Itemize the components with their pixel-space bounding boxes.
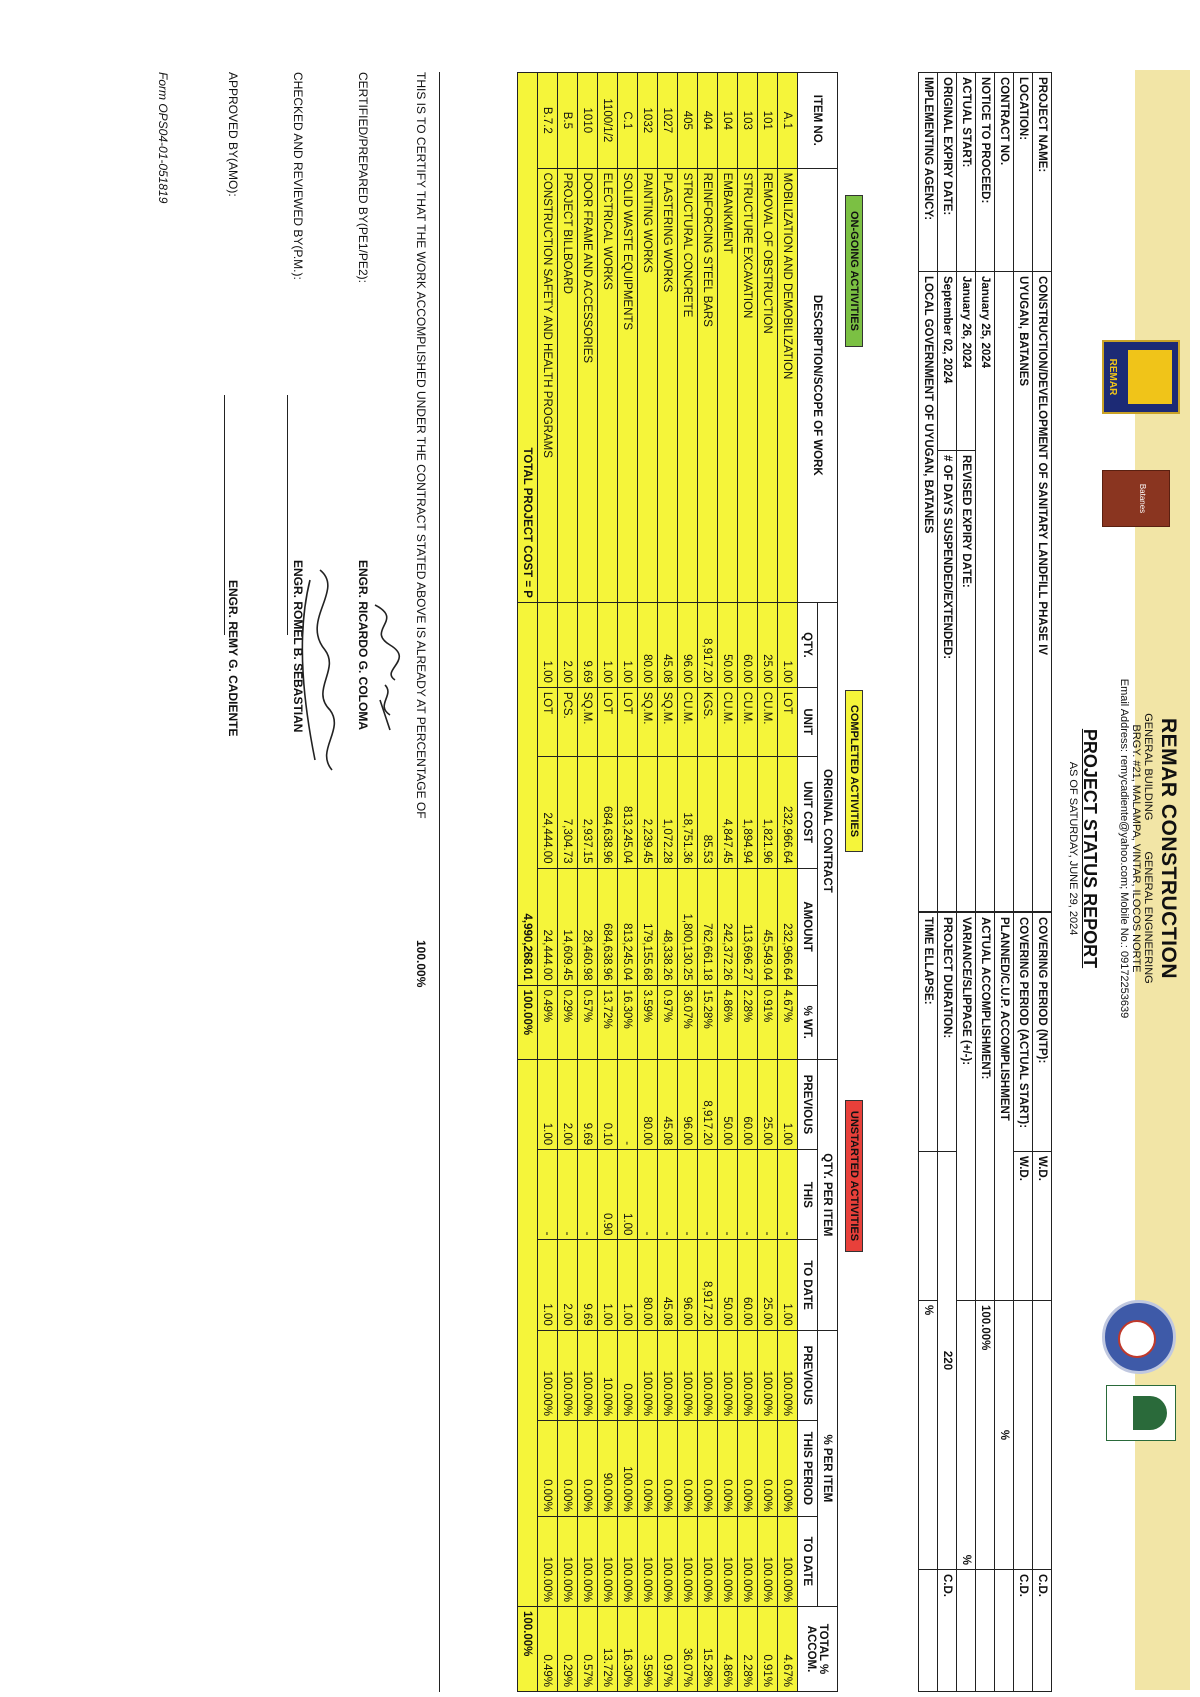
cell-q-prev: 9.69 [578, 1059, 598, 1149]
cell-item: 1032 [638, 73, 658, 169]
cell-p-prev: 100.00% [658, 1330, 678, 1420]
cell-q-todate: 96.00 [678, 1240, 698, 1330]
cell-p-this: 0.00% [778, 1421, 798, 1517]
cell-item: 103 [738, 73, 758, 169]
cell-p-this: 90.00% [598, 1421, 618, 1517]
cell-q-prev: 8,917.20 [698, 1059, 718, 1149]
approved-by-name: ENGR. REMY G. CADIENTE [226, 580, 240, 737]
cell-qty: 80.00 [638, 602, 658, 687]
company-line-building: GENERAL BUILDING [1142, 713, 1154, 821]
cell-q-this: - [538, 1150, 558, 1240]
cell-p-this: 0.00% [538, 1421, 558, 1517]
cell-desc: REMOVAL OF OBSTRUCTION [758, 168, 778, 602]
cell-amount: 179,155.68 [638, 868, 658, 985]
cell-total: 36.07% [678, 1607, 698, 1692]
cell-unit: LOT [618, 687, 638, 756]
cell-p-todate: 100.00% [698, 1516, 718, 1606]
cell-p-this: 0.00% [638, 1421, 658, 1517]
cell-total: 0.49% [538, 1607, 558, 1692]
company-header [1118, 0, 1180, 1697]
cell-q-prev: 0.10 [598, 1059, 618, 1149]
cell-wt: 4.67% [778, 985, 798, 1059]
company-line-engineering: GENERAL ENGINEERING [1142, 851, 1154, 984]
cell-total: 0.97% [658, 1607, 678, 1692]
cell-p-this: 0.00% [698, 1421, 718, 1517]
cell-total: 3.59% [638, 1607, 658, 1692]
cell-wt: 0.97% [658, 985, 678, 1059]
cell-amount: 1,800,130.25 [678, 868, 698, 985]
cell-unit-cost: 813,245.04 [618, 756, 638, 868]
cell-item: 101 [758, 73, 778, 169]
certification-text: THIS IS TO CERTIFY THAT THE WORK ACCOMPLISHED UNDER THE CONTRACT STATED ABOVE IS ALREADY AT PERCENTAGE OF [414, 72, 428, 819]
cell-amount: 684,638.96 [598, 868, 618, 985]
cell-p-prev: 0.00% [618, 1330, 638, 1420]
cell-amount: 45,549.04 [758, 868, 778, 985]
cell-p-todate: 100.00% [778, 1516, 798, 1606]
cell-unit-cost: 24,444.00 [538, 756, 558, 868]
cell-wt: 0.29% [558, 985, 578, 1059]
implementing-agency: LOCAL GOVERNMENT OF UYUGAN, BATANES [919, 272, 938, 912]
cell-desc: EMBANKMENT [718, 168, 738, 602]
cell-qty: 2.00 [558, 602, 578, 687]
cell-desc: DOOR FRAME AND ACCESSORIES [578, 168, 598, 602]
cell-p-this: 0.00% [758, 1421, 778, 1517]
cell-p-todate: 100.00% [658, 1516, 678, 1606]
company-name: REMAR CONSTRUCTION [1157, 718, 1180, 979]
table-row [738, 73, 758, 1692]
cell-item: 1100/1/2 [598, 73, 618, 169]
cell-unit-cost: 684,638.96 [598, 756, 618, 868]
cell-p-todate: 100.00% [738, 1516, 758, 1606]
cell-desc: CONSTRUCTION SAFETY AND HEALTH PROGRAMS [538, 168, 558, 602]
cell-item: 404 [698, 73, 718, 169]
notice-to-proceed: January 25, 2024 [976, 272, 995, 912]
cell-total: 16.30% [618, 1607, 638, 1692]
cell-total: 13.72% [598, 1607, 618, 1692]
cell-wt: 16.30% [618, 985, 638, 1059]
cell-unit: LOT [538, 687, 558, 756]
cell-unit: LOT [778, 687, 798, 756]
cell-q-prev: 50.00 [718, 1059, 738, 1149]
cell-qty: 1.00 [598, 602, 618, 687]
report-date: AS OF SATURDAY, JUNE 29, 2024 [1067, 761, 1079, 936]
cell-q-prev: 1.00 [538, 1059, 558, 1149]
cell-wt: 0.49% [538, 985, 558, 1059]
cell-p-todate: 100.00% [558, 1516, 578, 1606]
cell-item: 405 [678, 73, 698, 169]
schedule-info-table: COVERING PERIOD (NTP): W.D. C.D. COVERING PERIOD (ACTUAL START): W.D. C.D. PLANNED/C.U.P. ACCOMPLISHMENT % ACTUAL ACCOMPLISHMENT: 100.00% VARIANCE/SLIPPAGE (+/-): % PROJECT DURATION: 220 C.D. TIME ELLAPSE: % [918, 912, 1052, 1692]
cell-qty: 45.08 [658, 602, 678, 687]
cell-q-prev: 45.08 [658, 1059, 678, 1149]
signature-sebastian [295, 560, 350, 780]
checked-by-label: CHECKED AND REVIEWED BY(P.M.): [291, 72, 305, 280]
total-weight: 100.00% [518, 985, 538, 1059]
cell-unit: SQ.M. [658, 687, 678, 756]
cell-q-prev: 80.00 [638, 1059, 658, 1149]
cell-desc: STRUCTURAL CONCRETE [678, 168, 698, 602]
cell-amount: 113,696.27 [738, 868, 758, 985]
table-row [758, 73, 778, 1692]
cell-p-prev: 100.00% [738, 1330, 758, 1420]
cell-item: 104 [718, 73, 738, 169]
cell-item: 1010 [578, 73, 598, 169]
cell-unit: KGS. [698, 687, 718, 756]
cell-unit-cost: 85.53 [698, 756, 718, 868]
cell-item: B.5 [558, 73, 578, 169]
cell-q-todate: 80.00 [638, 1240, 658, 1330]
table-row [598, 73, 618, 1692]
cell-amount: 28,460.98 [578, 868, 598, 985]
cell-p-prev: 100.00% [678, 1330, 698, 1420]
cell-desc: MOBILIZATION AND DEMOBILIZATION [778, 168, 798, 602]
cell-wt: 36.07% [678, 985, 698, 1059]
table-row [618, 73, 638, 1692]
cell-item: 1027 [658, 73, 678, 169]
legend-unstarted: UNSTARTED ACTIVITIES [845, 1100, 863, 1252]
cell-item: C.1 [618, 73, 638, 169]
cell-total: 4.67% [778, 1607, 798, 1692]
total-accomplishment: 100.00% [518, 1607, 538, 1692]
cell-wt: 15.28% [698, 985, 718, 1059]
contract-no [995, 272, 1014, 912]
cell-unit-cost: 4,847.45 [718, 756, 738, 868]
cell-item: A.1 [778, 73, 798, 169]
cell-p-this: 0.00% [738, 1421, 758, 1517]
cell-q-todate: 1.00 [598, 1240, 618, 1330]
table-row [698, 73, 718, 1692]
cell-p-this: 0.00% [718, 1421, 738, 1517]
cell-q-this: 1.00 [618, 1150, 638, 1240]
original-expiry: September 02, 2024 [938, 272, 957, 451]
cell-amount: 242,372.26 [718, 868, 738, 985]
company-contact: Email Address: remycadiente@yahoo.com; Mobile No.: 09172253639 [1118, 678, 1130, 1019]
cell-p-prev: 10.00% [598, 1330, 618, 1420]
cell-item: B.7.2 [538, 73, 558, 169]
cell-qty: 1.00 [538, 602, 558, 687]
cell-amount: 48,338.26 [658, 868, 678, 985]
project-duration: 220 [938, 1152, 957, 1570]
cell-desc: SOLID WASTE EQUIPMENTS [618, 168, 638, 602]
cell-q-todate: 9.69 [578, 1240, 598, 1330]
cell-qty: 1.00 [618, 602, 638, 687]
cell-unit-cost: 232,966.64 [778, 756, 798, 868]
cell-qty: 9.69 [578, 602, 598, 687]
cell-p-this: 0.00% [678, 1421, 698, 1517]
cell-p-todate: 100.00% [598, 1516, 618, 1606]
cell-desc: PAINTING WORKS [638, 168, 658, 602]
table-row [638, 73, 658, 1692]
cell-p-this: 0.00% [658, 1421, 678, 1517]
cell-unit: CU.M. [678, 687, 698, 756]
cell-p-todate: 100.00% [538, 1516, 558, 1606]
cell-wt: 2.28% [738, 985, 758, 1059]
approved-by-line [224, 395, 225, 635]
project-name: CONSTRUCTION/DEVELOPMENT OF SANITARY LANDFILL PHASE IV [1033, 272, 1052, 912]
cell-unit-cost: 1,072.28 [658, 756, 678, 868]
table-row [678, 73, 698, 1692]
cell-amount: 762,661.18 [698, 868, 718, 985]
cell-wt: 0.57% [578, 985, 598, 1059]
cell-p-todate: 100.00% [718, 1516, 738, 1606]
cell-amount: 232,966.64 [778, 868, 798, 985]
table-row [658, 73, 678, 1692]
cell-unit-cost: 7,304.73 [558, 756, 578, 868]
cell-unit: SQ.M. [638, 687, 658, 756]
cell-q-prev: 60.00 [738, 1059, 758, 1149]
actual-accomplishment: 100.00% [976, 1301, 995, 1570]
cell-qty: 1.00 [778, 602, 798, 687]
cell-unit-cost: 1,894.94 [738, 756, 758, 868]
cell-unit: SQ.M. [578, 687, 598, 756]
prepared-by-label: CERTIFIED/PREPARED BY(PE1/PE2): [356, 72, 370, 283]
cell-q-this: - [658, 1150, 678, 1240]
cell-q-todate: 1.00 [778, 1240, 798, 1330]
cell-total: 4.86% [718, 1607, 738, 1692]
cell-q-this: 0.90 [598, 1150, 618, 1240]
report-title-block [1067, 0, 1100, 1697]
cell-p-prev: 100.00% [558, 1330, 578, 1420]
cell-q-todate: 1.00 [538, 1240, 558, 1330]
cell-q-todate: 2.00 [558, 1240, 578, 1330]
cell-q-this: - [638, 1150, 658, 1240]
cell-qty: 50.00 [718, 602, 738, 687]
cell-q-todate: 45.08 [658, 1240, 678, 1330]
ukas-badge-icon [1106, 1385, 1176, 1441]
cell-p-prev: 100.00% [538, 1330, 558, 1420]
cell-p-todate: 100.00% [678, 1516, 698, 1606]
cell-q-todate: 60.00 [738, 1240, 758, 1330]
cell-desc: ELECTRICAL WORKS [598, 168, 618, 602]
cell-q-this: - [678, 1150, 698, 1240]
cell-desc: PROJECT BILLBOARD [558, 168, 578, 602]
cell-p-prev: 100.00% [718, 1330, 738, 1420]
cell-q-this: - [558, 1150, 578, 1240]
cell-q-prev: 96.00 [678, 1059, 698, 1149]
cell-p-this: 100.00% [618, 1421, 638, 1517]
cell-desc: STRUCTURE EXCAVATION [738, 168, 758, 602]
cell-qty: 25.00 [758, 602, 778, 687]
cell-q-todate: 25.00 [758, 1240, 778, 1330]
cell-unit-cost: 18,751.36 [678, 756, 698, 868]
cell-wt: 4.86% [718, 985, 738, 1059]
table-row [538, 73, 558, 1692]
actual-start: January 26, 2024 [957, 272, 976, 451]
form-number: Form OPS04-01-051819 [156, 72, 170, 204]
cell-total: 0.29% [558, 1607, 578, 1692]
cell-unit: LOT [598, 687, 618, 756]
cell-q-todate: 8,917.20 [698, 1240, 718, 1330]
cell-unit: PCS. [558, 687, 578, 756]
cell-unit-cost: 1,821.96 [758, 756, 778, 868]
cell-p-todate: 100.00% [618, 1516, 638, 1606]
cell-amount: 14,609.45 [558, 868, 578, 985]
cell-qty: 60.00 [738, 602, 758, 687]
cell-p-prev: 100.00% [578, 1330, 598, 1420]
table-row [778, 73, 798, 1692]
table-row [718, 73, 738, 1692]
cell-q-prev: 1.00 [778, 1059, 798, 1149]
legend-completed: COMPLETED ACTIVITIES [845, 690, 863, 852]
cell-q-this: - [738, 1150, 758, 1240]
cell-p-this: 0.00% [578, 1421, 598, 1517]
cell-p-todate: 100.00% [638, 1516, 658, 1606]
cell-q-this: - [698, 1150, 718, 1240]
cell-unit: CU.M. [758, 687, 778, 756]
cell-wt: 13.72% [598, 985, 618, 1059]
batanes-logo: Batanes [1102, 470, 1170, 527]
cell-wt: 3.59% [638, 985, 658, 1059]
cell-total: 0.57% [578, 1607, 598, 1692]
cell-wt: 0.91% [758, 985, 778, 1059]
table-row [578, 73, 598, 1692]
cell-q-this: - [718, 1150, 738, 1240]
cell-total: 0.91% [758, 1607, 778, 1692]
cell-p-todate: 100.00% [578, 1516, 598, 1606]
cell-p-prev: 100.00% [758, 1330, 778, 1420]
cell-q-todate: 50.00 [718, 1240, 738, 1330]
cell-q-this: - [578, 1150, 598, 1240]
cell-q-prev: 2.00 [558, 1059, 578, 1149]
company-address: BRGY. #21, MALAMPA, VINTAR, ILOCOS NORTE [1130, 724, 1142, 973]
activities-table: ITEM NO. DESCRIPTION/SCOPE OF WORK ORIGINAL CONTRACT QTY. PER ITEM % PER ITEM TOTAL % ACCOM. QTY. UNIT UNIT COST AMOUNT % WT. PREVIOUS THIS TO DATE PREVIOUS THIS PERIOD TO DATE A.1 MOBILIZATION AND DEMOBILIZATION 1.00 LOT 232,966.64 232,966.64 4.67% 1.00 - 1.00 100.00% 0.00% 100.00% 4.67% 101 REMOVAL OF OBSTRUCTION 25.00 CU.M. 1,821.96 45,549.04 0.91% 25.00 - 25.00 100.00% 0.00% 100.00% 0.91% 103 STRUCTURE EXCAVATION 60.00 CU.M. 1,894.94 113,696.27 2.28% 60.00 - 60.00 100.00% 0.00% 100.00% 2.28% 104 EMBANKMENT 50.00 CU.M. 4,847.45 242,372.26 4.86% 50.00 - 50.00 100.00% 0.00% 100.00% 4.86% 404 REINFORCING STEEL BARS 8,917.20 KGS. 85.53 762,661.18 15.28% 8,917.20 - 8,917.20 100.00% 0.00% 100.00% 15.28% 405 STRUCTURAL CONCRETE 96.00 CU.M. 18,751.36 1,800,130.25 36.07% 96.00 - 96.00 100.00% 0.00% 100.00% 36.07% 1027 PLASTERING WORKS 45.08 SQ.M. 1,072.28 48,338.26 0.97% 45.08 - 45.08 100.00% 0.00% 100.00% 0.97% 1032 PAINTING WORKS 80.00 SQ.M. 2,239.45 179,155.68 3.59% 80.00 - 80.00 100.00% 0.00% 100.00% 3.59% C.1 SOLID WASTE EQUIPMENTS 1.00 LOT 813,245.04 813,245.04 16.30% - 1.00 1.00 0.00% 100.00% 100.00% 16.30% 1100/1/2 ELECTRICAL WORKS 1.00 LOT 684,638.96 684,638.96 13.72% 0.10 0.90 1.00 10.00% 90.00% 100.00% 13.72% 1010 DOOR FRAME AND ACCESSORIES 9.69 SQ.M. 2,937.15 28,460.98 0.57% 9.69 - 9.69 100.00% 0.00% 100.00% 0.57% B.5 PROJECT BILLBOARD 2.00 PCS. 7,304.73 14,609.45 0.29% 2.00 - 2.00 100.00% 0.00% 100.00% 0.29% B.7.2 CONSTRUCTION SAFETY AND HEALTH PROGRAMS 1.00 LOT 24,444.00 24,444.00 0.49% 1.00 - 1.00 100.00% 0.00% 100.00% 0.49% TOTAL PROJECT COST = P 4,990,268.01 100.00% 100.00% [517, 72, 838, 1692]
certification-seal-icon [1102, 1300, 1176, 1374]
cell-qty: 96.00 [678, 602, 698, 687]
total-row: TOTAL PROJECT COST = P 4,990,268.01 100.00% 100.00% [518, 73, 538, 1692]
cell-q-this: - [778, 1150, 798, 1240]
cell-total: 15.28% [698, 1607, 718, 1692]
cell-total: 2.28% [738, 1607, 758, 1692]
project-info-table: PROJECT NAME: CONSTRUCTION/DEVELOPMENT OF SANITARY LANDFILL PHASE IV LOCATION: UYUGAN, BATANES CONTRACT NO. NOTICE TO PROCEED: January 25, 2024 ACTUAL START: January 26, 2024 REVISED EXPIRY DATE: ORIGINAL EXPIRY DATE: September 02, 2024 # OF DAYS SUSPENDED/EXTENDED: IMPLEMENTING AGENCY: LOCAL GOVERNMENT OF UYUGAN, BATANES [918, 72, 1052, 912]
prepared-by-name: ENGR. RICARDO G. COLOMA [356, 560, 370, 730]
certification-value: 100.00% [414, 940, 428, 988]
cell-unit: CU.M. [718, 687, 738, 756]
cell-p-this: 0.00% [558, 1421, 578, 1517]
total-amount: 4,990,268.01 [518, 602, 538, 985]
cell-amount: 24,444.00 [538, 868, 558, 985]
cell-desc: REINFORCING STEEL BARS [698, 168, 718, 602]
legend-ongoing: ON-GOING ACTIVITIES [845, 195, 863, 347]
cell-unit-cost: 2,937.15 [578, 756, 598, 868]
cell-p-todate: 100.00% [758, 1516, 778, 1606]
cell-p-prev: 100.00% [698, 1330, 718, 1420]
cell-q-todate: 1.00 [618, 1240, 638, 1330]
approved-by-label: APPROVED BY(AMO): [226, 72, 240, 197]
cell-p-prev: 100.00% [638, 1330, 658, 1420]
cell-q-this: - [758, 1150, 778, 1240]
cell-unit-cost: 2,239.45 [638, 756, 658, 868]
cell-q-prev: 25.00 [758, 1059, 778, 1149]
certification-rule [439, 72, 440, 1692]
cell-amount: 813,245.04 [618, 868, 638, 985]
checked-by-name: ENGR. ROMEL B. SEBASTIAN [291, 560, 305, 733]
checked-by-line [287, 395, 288, 635]
table-row [558, 73, 578, 1692]
cell-q-prev: - [618, 1059, 638, 1149]
report-title: PROJECT STATUS REPORT [1080, 728, 1100, 969]
cell-unit: CU.M. [738, 687, 758, 756]
cell-desc: PLASTERING WORKS [658, 168, 678, 602]
remar-logo: REMAR [1102, 340, 1180, 414]
cell-qty: 8,917.20 [698, 602, 718, 687]
cell-p-prev: 100.00% [778, 1330, 798, 1420]
project-location: UYUGAN, BATANES [1014, 272, 1033, 912]
signature-coloma [360, 600, 410, 740]
